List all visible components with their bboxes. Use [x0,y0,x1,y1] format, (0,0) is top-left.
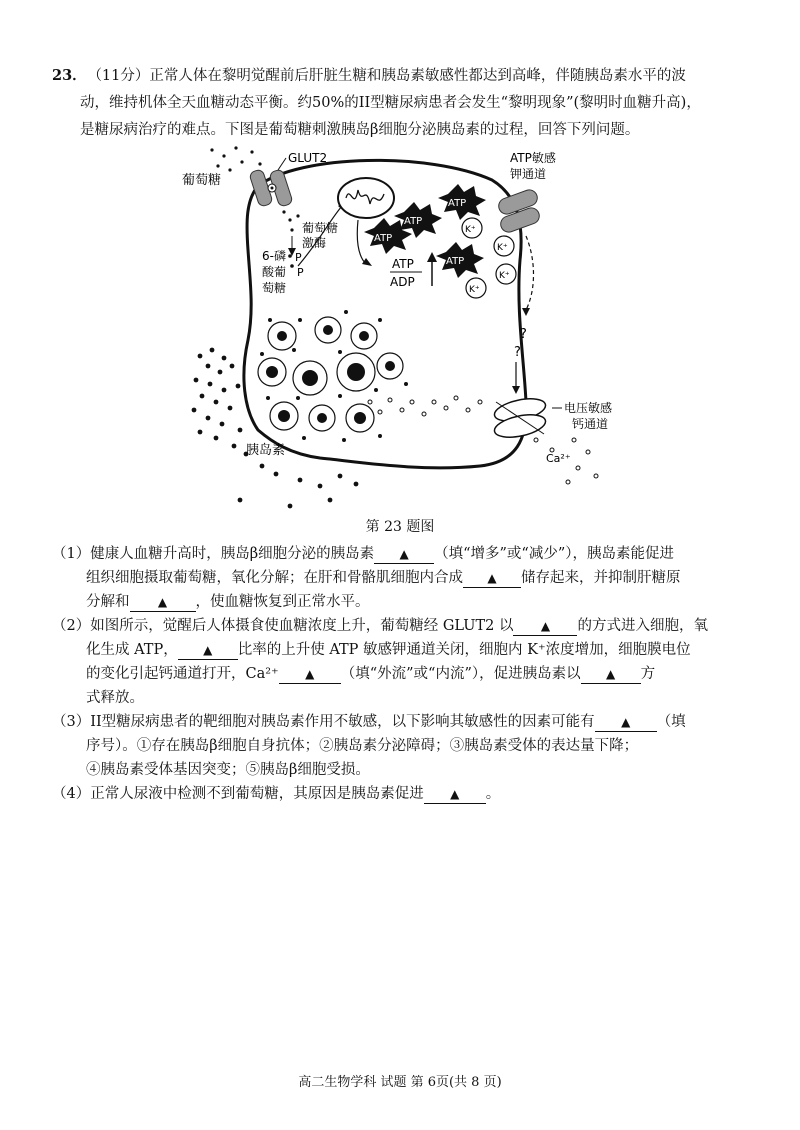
svg-text:6-磷: 6-磷 [262,249,286,263]
insulin-label: 胰岛素 [246,443,286,458]
svg-text:激酶: 激酶 [302,236,327,250]
question-number: 23． [52,67,87,84]
answer-blank[interactable]: ▲ [279,665,341,684]
svg-text:ATP: ATP [448,198,467,209]
svg-text:萄糖: 萄糖 [262,281,287,295]
atp-burst-4 [436,242,484,278]
atp-sensitive-k-channel [496,188,541,235]
svg-text:K⁺: K⁺ [499,271,510,281]
answer-blank[interactable]: ▲ [424,785,486,804]
svg-text:葡萄糖: 葡萄糖 [302,221,339,235]
svg-text:ATP: ATP [404,216,423,227]
ca-channel-label-2: 钙通道 [572,417,609,431]
subquestion-4: （4）正常人尿液中检测不到葡萄糖，其原因是胰岛素促进 ▲ 。 [52,786,501,802]
svg-text:?: ? [520,327,527,342]
intro-line-2: 动，维持机体全天血糖动态平衡。约50%的II型糖尿病患者会发生“黎明现象”(黎明时血糖升高)， [80,95,701,111]
subquestion-1: （1）健康人血糖升高时，胰岛β细胞分泌的胰岛素 ▲ （填“增多”或“减少”），胰岛素能促进 组织细胞摄取葡萄糖，氧化分解；在肝和骨骼肌细胞内合成 ▲ 储存起来，并抑制肝糖原 分解和 ▲ ，使血糖恢复到正常水平。 [52,546,681,610]
voltage-gated-calcium-channel [492,395,547,441]
answer-blank[interactable]: ▲ [581,665,641,684]
svg-text:ATP: ATP [446,256,465,267]
svg-text:?: ? [514,345,521,360]
svg-text:K⁺: K⁺ [469,285,480,295]
subquestion-2: （2）如图所示，觉醒后人体摄食使血糖浓度上升，葡萄糖经 GLUT2 以 ▲ 的方式进入细胞，氧 化生成 ATP， ▲ 比率的上升使 ATP 敏感钾通道关闭，细胞内 K⁺浓度增加，细胞膜电位 的变化引起钙通道打开，Ca²⁺ ▲ （填“外流”或“内流”），促进胰岛素以 ▲ 方 式释放。 [52,618,708,706]
answer-blank[interactable]: ▲ [374,545,434,564]
atp-burst-3 [438,184,486,220]
svg-text:P: P [297,266,304,279]
question-intro [52,62,752,144]
answer-blank[interactable]: ▲ [130,593,196,612]
adp-ratio-denominator: ADP [390,275,415,289]
page-footer: 高二生物学科 试题 第 6页(共 8 页) [298,1075,502,1090]
ca-channel-label-1: 电压敏感 [564,401,613,415]
svg-text:酸葡: 酸葡 [262,265,287,279]
answer-blank[interactable]: ▲ [595,713,657,732]
atp-ratio-numerator: ATP [392,257,414,271]
atp-channel-label-2: 钾通道 [510,167,547,181]
answer-blank[interactable]: ▲ [463,569,521,588]
beta-cell-diagram [180,140,640,520]
diagram-svg [180,140,640,520]
glucose-label: 葡萄糖 [182,173,222,188]
glut2-transporter [249,169,293,208]
glut2-label: GLUT2 [288,151,328,165]
intro-line-3: 是糖尿病治疗的难点。下图是葡萄糖刺激胰岛β细胞分泌胰岛素的过程，回答下列问题。 [80,122,640,138]
svg-text:P: P [295,251,302,264]
answer-blank[interactable]: ▲ [513,617,577,636]
glucose-dots [210,146,261,171]
svg-text:K⁺: K⁺ [465,225,476,235]
svg-text:K⁺: K⁺ [497,243,508,253]
subquestions [52,542,752,806]
mitochondrion [338,178,394,218]
svg-text:ATP: ATP [374,233,393,244]
figure-caption: 第 23 题图 [365,519,435,535]
ca-ion-label: Ca²⁺ [546,452,571,465]
answer-blank[interactable]: ▲ [178,641,238,660]
intro-line-1: 23． （11分）正常人体在黎明觉醒前后肝脏生糖和胰岛素敏感性都达到高峰，伴随胰岛素水平的波 [52,67,686,84]
atp-channel-label-1: ATP敏感 [510,151,556,165]
subquestion-3: （3）II型糖尿病患者的靶细胞对胰岛素作用不敏感，以下影响其敏感性的因素可能有 ▲ （填 序号）。①存在胰岛β细胞自身抗体；②胰岛素分泌障碍；③胰岛素受体的表达量下降； ④胰岛素受体基因突变；⑤胰岛β细胞受损。 [52,714,686,778]
